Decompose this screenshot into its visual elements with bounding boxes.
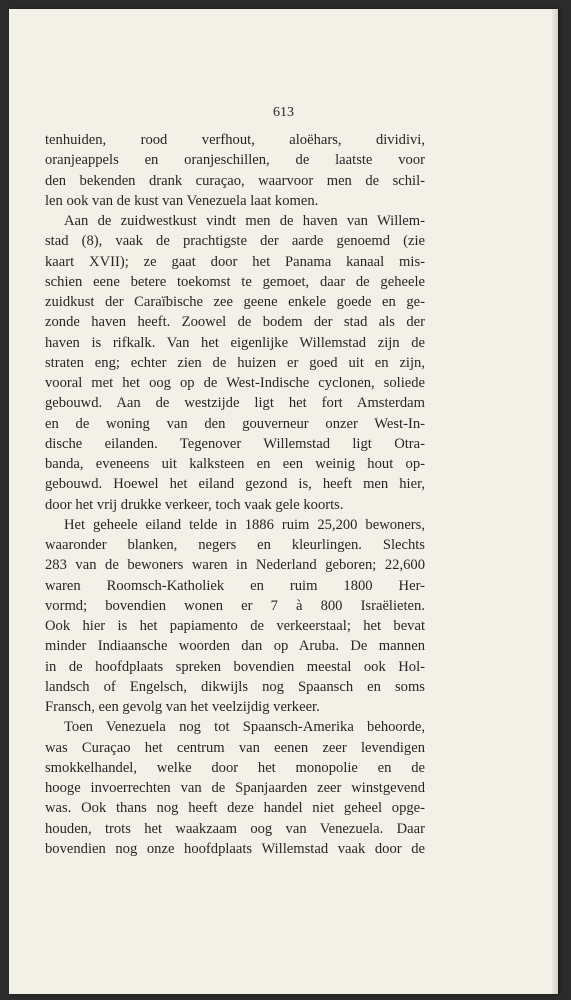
text-line: Aan de zuidwestkust vindt men de haven van Willem- <box>64 213 425 229</box>
text-line: tenhuiden, rood verfhout, aloëhars, dividivi, <box>45 132 425 148</box>
text-line: en de woning van den gouverneur onzer West-In- <box>45 415 425 432</box>
text-line: Fransch, een gevolg van het veelzijdig verkeer. <box>45 699 320 715</box>
text-line: vormd; bovendien wonen er 7 à 800 Israëlieten. <box>45 597 425 614</box>
text-line: gebouwd. Aan de westzijde ligt het fort Amsterdam <box>45 395 425 412</box>
text-line: 283 van de bewoners waren in Nederland geboren; 22,600 <box>45 557 425 574</box>
text-line: stad (8), vaak de prachtigste der aarde genoemd (zie <box>45 233 425 250</box>
text-line: smokkelhandel, welke door het monopolie en de <box>45 759 425 776</box>
body-text <box>45 130 425 859</box>
text-line: haven is rifkalk. Van het eigenlijke Willemstad zijn de <box>45 334 425 351</box>
text-line: len ook van de kust van Venezuela laat komen. <box>45 192 319 209</box>
text-line: straten eng; echter zien de huizen er goed uit en zijn, <box>45 354 425 371</box>
text-line: Het geheele eiland telde in 1886 ruim 25,200 bewoners, <box>64 516 425 533</box>
text-line: dische eilanden. Tegenover Willemstad ligt Otra- <box>45 435 425 452</box>
text-line: banda, eveneens uit kalksteen en een weinig hout op- <box>45 456 425 472</box>
text-line: vooral met het oog op de West-Indische cyclonen, soliede <box>45 375 425 391</box>
text-line: Ook hier is het papiamento de verkeerstaal; het bevat <box>45 618 425 634</box>
text-line: kaart XVII); ze gaat door het Panama kanaal mis- <box>45 253 425 270</box>
text-line: bovendien nog onze hoofdplaats Willemstad vaak door de <box>45 840 425 857</box>
text-line: landsch of Engelsch, dikwijls nog Spaansch en soms <box>45 678 425 695</box>
text-line: was. Ook thans nog heeft deze handel niet geheel opge- <box>45 800 425 817</box>
text-line: Toen Venezuela nog tot Spaansch-Amerika behoorde, <box>64 719 425 736</box>
text-line: zuidkust der Caraïbische zee geene enkele goede en ge- <box>45 294 425 310</box>
text-line: schien eene betere toekomst te gemoet, daar de geheele <box>45 273 425 290</box>
text-line: houden, trots het waakzaam oog van Venezuela. Daar <box>45 820 425 837</box>
text-line: waren Roomsch-Katholiek en ruim 1800 Her- <box>45 577 425 594</box>
text-line: zonde haven heeft. Zoowel de bodem der stad als der <box>45 314 425 331</box>
text-line: waaronder blanken, negers en kleurlingen. Slechts <box>45 537 425 553</box>
book-page <box>9 9 558 994</box>
text-line: was Curaçao het centrum van eenen zeer levendigen <box>45 739 425 756</box>
text-line: door het vrij drukke verkeer, toch vaak gele koorts. <box>45 496 344 513</box>
text-line: den bekenden drank curaçao, waarvoor men de schil- <box>45 172 425 189</box>
text-line: in de hoofdplaats spreken bovendien meestal ook Hol- <box>45 658 425 675</box>
page-number: 613 <box>273 105 294 120</box>
text-line: gebouwd. Hoewel het eiland gezond is, heeft men hier, <box>45 476 425 493</box>
text-line: hooge invoerrechten van de Spanjaarden zeer winstgevend <box>45 780 425 796</box>
page-edge <box>552 9 558 994</box>
text-line: minder Indiaansche woorden dan op Aruba. De mannen <box>45 638 425 655</box>
text-line: oranjeappels en oranjeschillen, de laatste voor <box>45 152 425 169</box>
